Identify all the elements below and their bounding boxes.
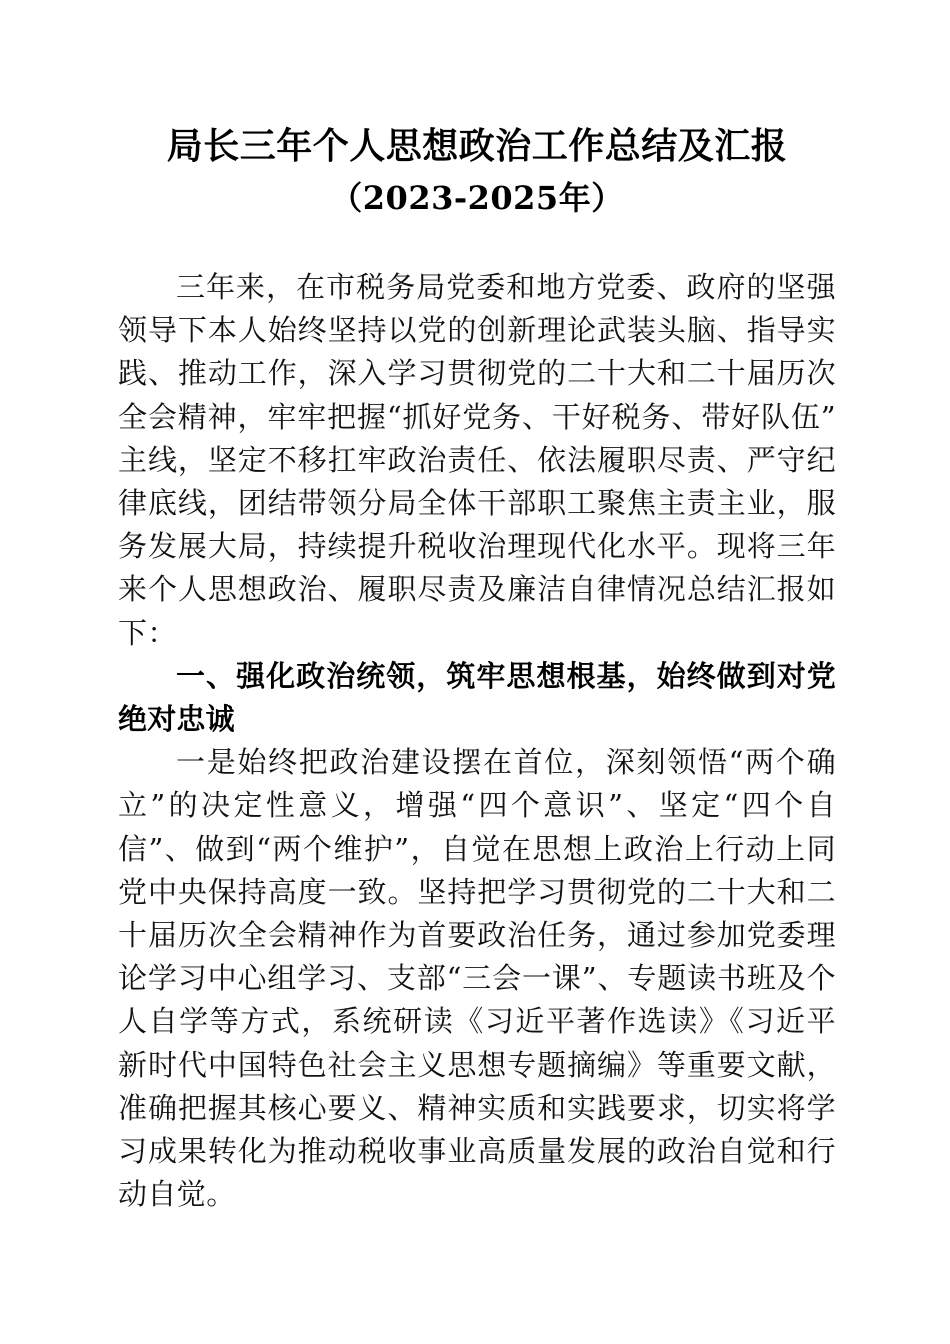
paragraph-introduction: 三年来，在市税务局党委和地方党委、政府的坚强领导下本人始终坚持以党的创新理论武装头脑、指导实践、推动工作，深入学习贯彻党的二十大和二十届历次全会精神，牢牢把握“抓好党务、干好税务、带好队伍”主线，坚定不移扛牢政治责任、依法履职尽责、严守纪律底线，团结带领分局全体干部职工聚焦主责主业，服务发展大局，持续提升税收治理现代化水平。现将三年来个人思想政治、履职尽责及廉洁自律情况总结汇报如下： bbox=[118, 270, 836, 650]
document-subtitle: （2023-2025年） bbox=[330, 179, 624, 217]
paragraph-section1-item1: 一是始终把政治建设摆在首位，深刻领悟“两个确立”的决定性意义，增强“四个意识”、坚定“四个自信”、做到“两个维护”，自觉在思想上政治上行动上同党中央保持高度一致。坚持把学习贯彻党的二十大和二十届历次全会精神作为首要政治任务，通过参加党委理论学习中心组学习、支部“三会一课”、专题读书班及个人自学等方式，系统研读《习近平著作选读》《习近平新时代中国特色社会主义思想专题摘编》等重要文献，准确把握其核心要义、精神实质和实践要求，切实将学习成果转化为推动税收事业高质量发展的政治自觉和行动自觉。 bbox=[118, 745, 836, 1212]
document-content-column bbox=[118, 0, 836, 1216]
document-body bbox=[118, 266, 836, 1216]
document-title: 局长三年个人思想政治工作总结及汇报 bbox=[166, 125, 788, 167]
section-heading-1: 一、强化政治统领，筑牢思想根基，始终做到对党绝对忠诚 bbox=[118, 658, 836, 737]
